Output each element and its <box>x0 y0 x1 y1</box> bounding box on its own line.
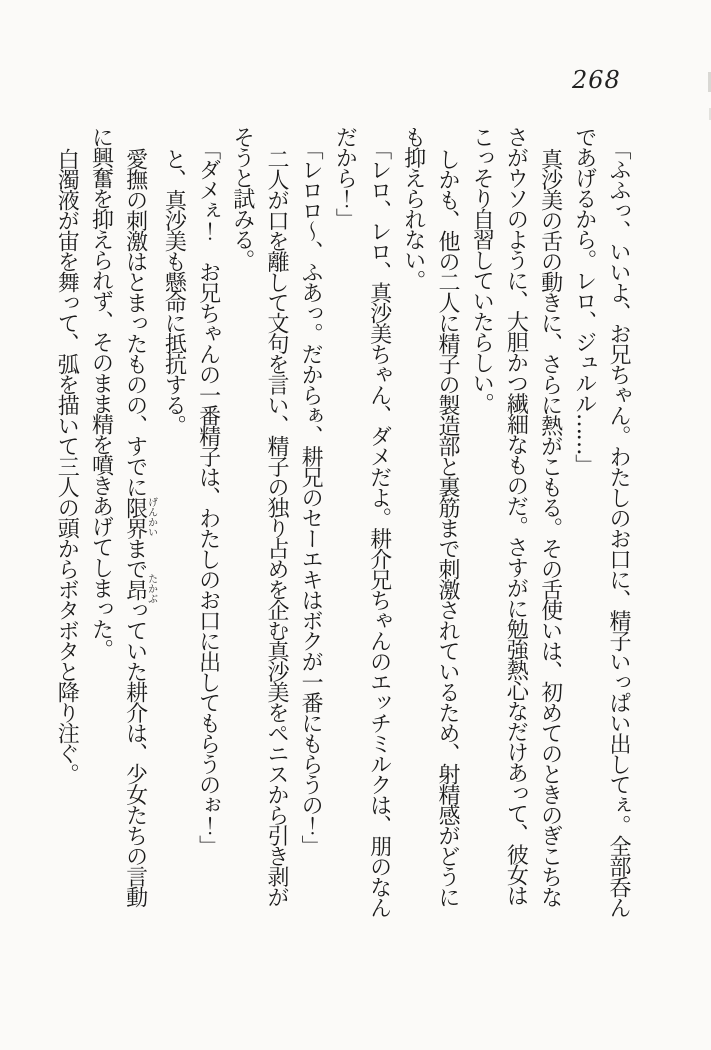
text-line: 「ふふっ、いいよ、お兄ちゃん。わたしのお口に、精子いっぱい出してぇ。全部呑ん <box>606 138 631 918</box>
text-line: こっそり自習していたらしい。 <box>469 126 495 413</box>
furigana-ruby: 昂たかぶ <box>122 573 157 604</box>
text-line: しかも、他の二人に精子の製造部と裏筋まで刺激されているため、射精感がどうに <box>434 148 460 907</box>
text-line: 「ダメぇ！ お兄ちゃんの一番精子は、わたしのお口に出してもらうのぉ！」 <box>195 138 221 856</box>
text-line: と、真沙美も懸命に抵抗する。 <box>161 148 187 435</box>
text-line: 愛撫の刺激はとまったものの、すでに限界げんかいまで昂たかぶっていた耕介は、少女たちの言動 <box>122 148 157 907</box>
text-line: そうと試みる。 <box>229 126 255 270</box>
text-line: 二人が口を離して文句を言い、精子の独り占めを企む真沙美をペニスから引き剥が <box>263 148 289 907</box>
text-line: だから！」 <box>332 126 358 229</box>
furigana-ruby: 限界げんかい <box>122 496 157 538</box>
text-line: 白濁液が宙を舞って、弧を描いて三人の頭からボタボタと降り注ぐ。 <box>54 148 80 784</box>
body-text <box>49 126 635 962</box>
text-line: であげるから。レロ、ジュルル……」 <box>571 126 597 475</box>
text-line: さがウソのように、大胆かつ繊細なものだ。さすがに勉強熱心なだけあって、彼女は <box>503 126 529 905</box>
page-number: 268 <box>572 66 621 94</box>
text-line: 真沙美の舌の動きに、さらに熱がこもる。その舌使いは、初めてのときのぎこちな <box>537 148 563 907</box>
text-line: に興奮を抑えられず、そのまま精を噴きあげてしまった。 <box>88 126 114 659</box>
text-line: 「レロ、レロ、真沙美ちゃん、ダメだよ。耕介兄ちゃんのエッチミルクは、朋のなん <box>366 138 392 918</box>
text-line: 「レロロ〜、ふあっ。だからぁ、耕兄のセーエキはボクが一番にもらうの！」 <box>298 138 324 856</box>
text-line: も抑えられない。 <box>400 126 426 290</box>
